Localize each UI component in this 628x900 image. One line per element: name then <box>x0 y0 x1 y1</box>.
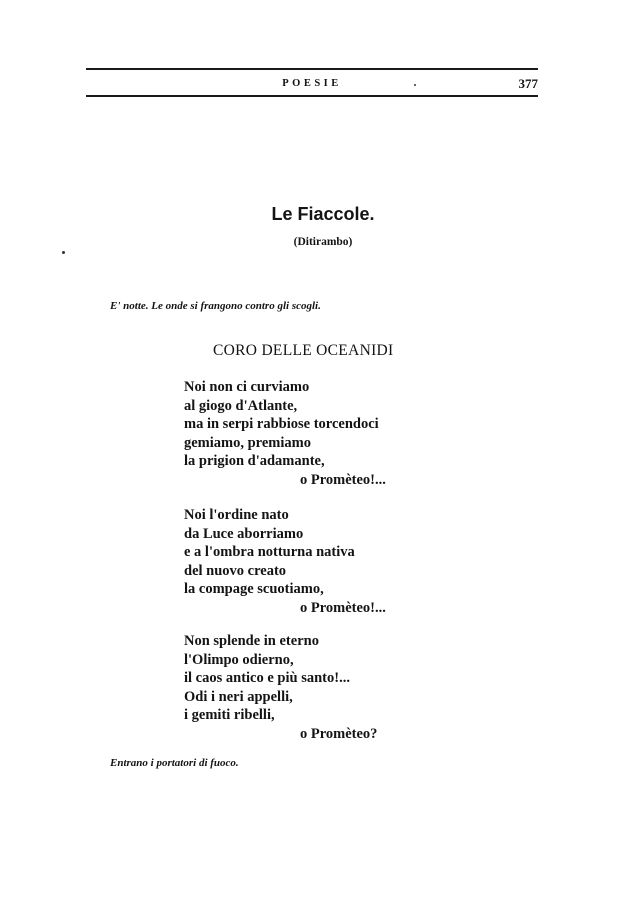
opening-stage-direction: E' notte. Le onde si frangono contro gli scogli. <box>110 300 321 312</box>
verse-refrain: o Promèteo!... <box>300 599 386 616</box>
verse-line: Non splende in eterno <box>184 633 319 649</box>
page-number: 377 <box>518 76 538 91</box>
stanza <box>184 506 444 617</box>
header-rule-top <box>86 68 538 70</box>
verse-line: i gemiti ribelli, <box>184 707 275 723</box>
verse-line: e a l'ombra notturna nativa <box>184 544 355 560</box>
closing-stage-direction: Entrano i portatori di fuoco. <box>110 757 239 769</box>
section-name: POESIE <box>282 78 342 89</box>
verse-line: da Luce aborriamo <box>184 525 304 542</box>
stanza <box>184 632 444 743</box>
verse-line: il caos antico e più santo!... <box>184 670 350 686</box>
header-rule-bottom <box>86 95 538 97</box>
print-speck <box>414 84 416 86</box>
stanza <box>184 378 444 489</box>
verse-line: la prigion d'adamante, <box>184 453 325 469</box>
verse-line: Noi non ci curviamo <box>184 379 310 395</box>
verse-refrain: o Promèteo!... <box>300 471 386 488</box>
chorus-heading: CORO DELLE OCEANIDI <box>213 342 394 359</box>
verse-line: Noi l'ordine nato <box>184 507 289 523</box>
verse-line: l'Olimpo odierno, <box>184 651 294 668</box>
verse-line: al giogo d'Atlante, <box>184 397 298 414</box>
verse-line: gemiamo, premiamo <box>184 434 311 451</box>
verse-line: ma in serpi rabbiose torcendoci <box>184 416 379 432</box>
verse-line: la compage scuotiamo, <box>184 581 324 597</box>
poem-title: Le Fiaccole. <box>271 204 375 224</box>
poem-subtitle: (Ditirambo) <box>293 236 353 248</box>
verse-refrain: o Promèteo? <box>300 725 378 742</box>
running-head <box>86 76 538 92</box>
verse-line: Odi i neri appelli, <box>184 688 293 705</box>
verse-line: del nuovo creato <box>184 562 287 579</box>
print-speck <box>62 251 65 254</box>
